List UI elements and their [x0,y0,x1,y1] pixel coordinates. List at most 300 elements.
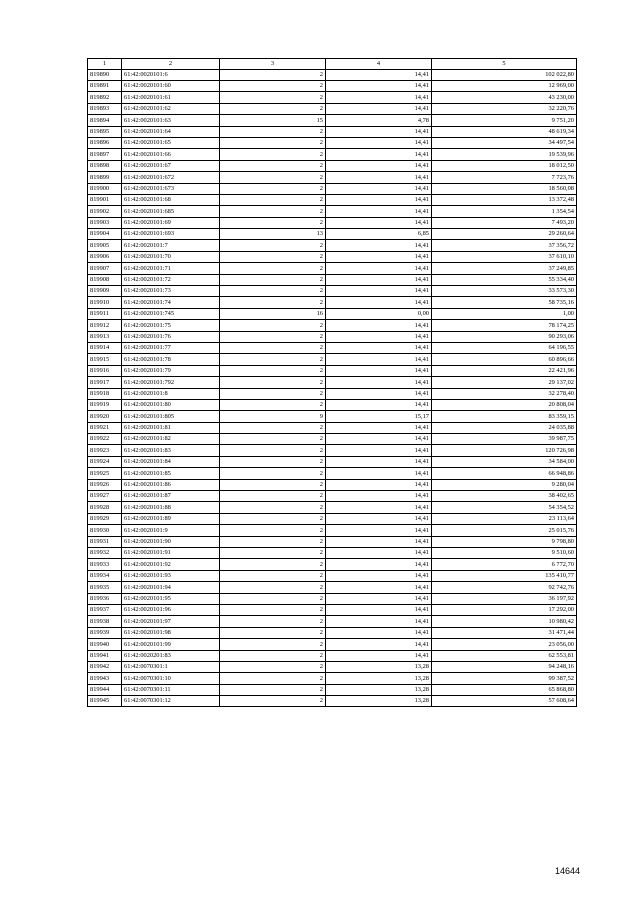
group-cell: 2 [220,388,326,399]
value-cell: 25 015,76 [432,525,577,536]
table-row [88,320,577,331]
group-cell: 16 [220,308,326,319]
table-row [88,240,577,251]
row-id-cell: 819901 [88,194,122,205]
value-cell: 29 137,02 [432,377,577,388]
group-cell: 15 [220,115,326,126]
value-cell: 60 896,66 [432,354,577,365]
rate-cell: 14,41 [326,217,432,228]
row-id-cell: 819908 [88,274,122,285]
table-row [88,491,577,502]
cadastral-number-cell: 61:42:0020101:60 [122,80,220,91]
rate-cell: 14,41 [326,80,432,91]
table-row [88,525,577,536]
row-id-cell: 819922 [88,434,122,445]
cadastral-number-cell: 61:42:0020101:78 [122,354,220,365]
group-cell: 2 [220,456,326,467]
row-id-cell: 819919 [88,399,122,410]
cadastral-number-cell: 61:42:0020101:672 [122,172,220,183]
table-row [88,115,577,126]
cadastral-number-cell: 61:42:0020101:74 [122,297,220,308]
group-cell: 2 [220,286,326,297]
rate-cell: 14,41 [326,445,432,456]
table-row [88,536,577,547]
value-cell: 17 292,00 [432,604,577,615]
rate-cell: 14,41 [326,354,432,365]
rate-cell: 14,41 [326,559,432,570]
rate-cell: 14,41 [326,536,432,547]
group-cell: 2 [220,92,326,103]
group-cell: 2 [220,661,326,672]
row-id-cell: 819892 [88,92,122,103]
rate-cell: 13,28 [326,661,432,672]
value-cell: 18 560,08 [432,183,577,194]
row-id-cell: 819907 [88,263,122,274]
rate-cell: 14,41 [326,479,432,490]
row-id-cell: 819895 [88,126,122,137]
row-id-cell: 819900 [88,183,122,194]
cadastral-number-cell: 61:42:0020101:77 [122,342,220,353]
row-id-cell: 819942 [88,661,122,672]
cadastral-number-cell: 61:42:0020101:89 [122,513,220,524]
group-cell: 2 [220,491,326,502]
value-cell: 34 584,00 [432,456,577,467]
table-row [88,160,577,171]
column-header-1: 1 [88,59,122,70]
group-cell: 2 [220,650,326,661]
group-cell: 2 [220,468,326,479]
value-cell: 55 334,40 [432,274,577,285]
table-row [88,399,577,410]
table-row [88,570,577,581]
row-id-cell: 819911 [88,308,122,319]
table-row [88,286,577,297]
row-id-cell: 819897 [88,149,122,160]
group-cell: 2 [220,263,326,274]
table-row [88,183,577,194]
row-id-cell: 819910 [88,297,122,308]
value-cell: 34 497,54 [432,137,577,148]
table-row [88,661,577,672]
group-cell: 2 [220,126,326,137]
cadastral-number-cell: 61:42:0020101:67 [122,160,220,171]
value-cell: 12 969,00 [432,80,577,91]
row-id-cell: 819921 [88,422,122,433]
group-cell: 2 [220,297,326,308]
row-id-cell: 819944 [88,684,122,695]
value-cell: 32 278,40 [432,388,577,399]
table-row [88,593,577,604]
rate-cell: 14,41 [326,434,432,445]
cadastral-number-cell: 61:42:0020101:8 [122,388,220,399]
value-cell: 9 510,60 [432,548,577,559]
cadastral-number-cell: 61:42:0020101:82 [122,434,220,445]
rate-cell: 14,41 [326,206,432,217]
rate-cell: 14,41 [326,297,432,308]
value-cell: 7 723,76 [432,172,577,183]
table-row [88,388,577,399]
group-cell: 2 [220,274,326,285]
row-id-cell: 819936 [88,593,122,604]
value-cell: 37 356,72 [432,240,577,251]
group-cell: 2 [220,445,326,456]
row-id-cell: 819937 [88,604,122,615]
row-id-cell: 819920 [88,411,122,422]
row-id-cell: 819893 [88,103,122,114]
rate-cell: 14,41 [326,502,432,513]
value-cell: 18 012,50 [432,160,577,171]
table-row [88,411,577,422]
row-id-cell: 819898 [88,160,122,171]
cadastral-number-cell: 61:42:0020101:76 [122,331,220,342]
group-cell: 2 [220,696,326,707]
table-row [88,217,577,228]
group-cell: 2 [220,536,326,547]
rate-cell: 4,78 [326,115,432,126]
value-cell: 83 359,15 [432,411,577,422]
group-cell: 9 [220,411,326,422]
rate-cell: 14,41 [326,377,432,388]
cadastral-number-cell: 61:42:0020101:84 [122,456,220,467]
column-header-5: 5 [432,59,577,70]
row-id-cell: 819932 [88,548,122,559]
row-id-cell: 819933 [88,559,122,570]
rate-cell: 14,41 [326,422,432,433]
cadastral-number-cell: 61:42:0020101:61 [122,92,220,103]
rate-cell: 14,41 [326,183,432,194]
value-cell: 39 987,75 [432,434,577,445]
value-cell: 64 196,55 [432,342,577,353]
group-cell: 2 [220,69,326,80]
rate-cell: 13,28 [326,684,432,695]
value-cell: 9 751,20 [432,115,577,126]
group-cell: 2 [220,217,326,228]
value-cell: 32 220,76 [432,103,577,114]
group-cell: 2 [220,582,326,593]
cadastral-number-cell: 61:42:0070301:11 [122,684,220,695]
table-row [88,650,577,661]
row-id-cell: 819939 [88,627,122,638]
rate-cell: 14,41 [326,69,432,80]
table-row [88,263,577,274]
value-cell: 135 410,77 [432,570,577,581]
rate-cell: 14,41 [326,92,432,103]
rate-cell: 14,41 [326,251,432,262]
group-cell: 2 [220,377,326,388]
cadastral-number-cell: 61:42:0020101:90 [122,536,220,547]
value-cell: 94 248,16 [432,661,577,672]
rate-cell: 14,41 [326,513,432,524]
table-row [88,513,577,524]
group-cell: 2 [220,206,326,217]
group-cell: 2 [220,354,326,365]
value-cell: 48 619,34 [432,126,577,137]
value-cell: 38 402,65 [432,491,577,502]
table-row [88,604,577,615]
value-cell: 36 197,92 [432,593,577,604]
cadastral-number-cell: 61:42:0020101:91 [122,548,220,559]
cadastral-number-cell: 61:42:0020101:71 [122,263,220,274]
cadastral-number-cell: 61:42:0020101:87 [122,491,220,502]
row-id-cell: 819940 [88,639,122,650]
group-cell: 2 [220,342,326,353]
cadastral-number-cell: 61:42:0020101:96 [122,604,220,615]
value-cell: 102 022,80 [432,69,577,80]
row-id-cell: 819894 [88,115,122,126]
cadastral-number-cell: 61:42:0020101:6 [122,69,220,80]
row-id-cell: 819926 [88,479,122,490]
row-id-cell: 819896 [88,137,122,148]
group-cell: 2 [220,639,326,650]
table-row [88,479,577,490]
table-row [88,331,577,342]
group-cell: 2 [220,251,326,262]
cadastral-number-cell: 61:42:0020101:97 [122,616,220,627]
group-cell: 2 [220,160,326,171]
table-row [88,274,577,285]
row-id-cell: 819923 [88,445,122,456]
rate-cell: 14,41 [326,491,432,502]
group-cell: 2 [220,627,326,638]
row-id-cell: 819909 [88,286,122,297]
table-row [88,297,577,308]
page-number: 14644 [555,866,581,876]
group-cell: 2 [220,80,326,91]
cadastral-number-cell: 61:42:0070301:12 [122,696,220,707]
rate-cell: 14,41 [326,650,432,661]
cadastral-number-cell: 61:42:0070301:1 [122,661,220,672]
table-row [88,172,577,183]
table-row [88,229,577,240]
row-id-cell: 819924 [88,456,122,467]
cadastral-number-cell: 61:42:0070301:10 [122,673,220,684]
row-id-cell: 819902 [88,206,122,217]
table-row [88,103,577,114]
rate-cell: 14,41 [326,320,432,331]
cadastral-number-cell: 61:42:0020101:7 [122,240,220,251]
cadastral-number-cell: 61:42:0020101:94 [122,582,220,593]
row-id-cell: 819916 [88,365,122,376]
row-id-cell: 819917 [88,377,122,388]
row-id-cell: 819903 [88,217,122,228]
cadastral-number-cell: 61:42:0020101:68 [122,194,220,205]
table-row [88,468,577,479]
table-body [88,69,577,707]
rate-cell: 14,41 [326,286,432,297]
table-row [88,559,577,570]
row-id-cell: 819945 [88,696,122,707]
cadastral-number-cell: 61:42:0020101:69 [122,217,220,228]
value-cell: 54 354,52 [432,502,577,513]
group-cell: 2 [220,434,326,445]
table-row [88,149,577,160]
rate-cell: 14,41 [326,582,432,593]
row-id-cell: 819918 [88,388,122,399]
value-cell: 66 948,86 [432,468,577,479]
value-cell: 6 772,70 [432,559,577,570]
group-cell: 2 [220,570,326,581]
rate-cell: 14,41 [326,388,432,399]
group-cell: 2 [220,502,326,513]
value-cell: 1 354,54 [432,206,577,217]
rate-cell: 14,41 [326,160,432,171]
value-cell: 19 539,96 [432,149,577,160]
group-cell: 2 [220,422,326,433]
table-row [88,684,577,695]
cadastral-number-cell: 61:42:0020101:99 [122,639,220,650]
table-row [88,354,577,365]
cadastral-number-cell: 61:42:0020101:65 [122,137,220,148]
value-cell: 33 573,30 [432,286,577,297]
cadastral-number-cell: 61:42:0020101:745 [122,308,220,319]
cadastral-number-cell: 61:42:0020101:66 [122,149,220,160]
rate-cell: 14,41 [326,548,432,559]
table-row [88,422,577,433]
rate-cell: 14,41 [326,331,432,342]
group-cell: 2 [220,320,326,331]
rate-cell: 14,41 [326,126,432,137]
cadastral-number-cell: 61:42:0020101:81 [122,422,220,433]
table-row [88,365,577,376]
cadastral-number-cell: 61:42:0020101:88 [122,502,220,513]
group-cell: 2 [220,137,326,148]
table-row [88,69,577,80]
rate-cell: 15,17 [326,411,432,422]
value-cell: 23 056,00 [432,639,577,650]
value-cell: 24 035,88 [432,422,577,433]
row-id-cell: 819915 [88,354,122,365]
rate-cell: 14,41 [326,240,432,251]
rate-cell: 14,41 [326,627,432,638]
cadastral-number-cell: 61:42:0020101:63 [122,115,220,126]
table-row [88,616,577,627]
table-row [88,80,577,91]
rate-cell: 14,41 [326,570,432,581]
row-id-cell: 819941 [88,650,122,661]
cadastral-number-cell: 61:42:0020101:75 [122,320,220,331]
value-cell: 9 798,80 [432,536,577,547]
rate-cell: 13,28 [326,696,432,707]
cadastral-number-cell: 61:42:0020101:95 [122,593,220,604]
rate-cell: 14,41 [326,604,432,615]
cadastral-number-cell: 61:42:0020101:73 [122,286,220,297]
value-cell: 43 230,00 [432,92,577,103]
row-id-cell: 819931 [88,536,122,547]
header-row [88,59,577,70]
value-cell: 29 260,64 [432,229,577,240]
rate-cell: 14,41 [326,263,432,274]
table-row [88,673,577,684]
cadastral-number-cell: 61:42:0020101:685 [122,206,220,217]
group-cell: 2 [220,616,326,627]
table-row [88,434,577,445]
row-id-cell: 819906 [88,251,122,262]
cadastral-number-cell: 61:42:0020101:80 [122,399,220,410]
cadastral-number-cell: 61:42:0020101:79 [122,365,220,376]
row-id-cell: 819928 [88,502,122,513]
value-cell: 92 742,76 [432,582,577,593]
row-id-cell: 819913 [88,331,122,342]
value-cell: 23 113,64 [432,513,577,524]
row-id-cell: 819938 [88,616,122,627]
rate-cell: 14,41 [326,639,432,650]
row-id-cell: 819890 [88,69,122,80]
rate-cell: 6,85 [326,229,432,240]
rate-cell: 14,41 [326,103,432,114]
group-cell: 2 [220,149,326,160]
row-id-cell: 819927 [88,491,122,502]
rate-cell: 13,28 [326,673,432,684]
table-row [88,342,577,353]
table-row [88,456,577,467]
column-header-2: 2 [122,59,220,70]
table-row [88,445,577,456]
rate-cell: 0,00 [326,308,432,319]
group-cell: 2 [220,525,326,536]
cadastral-number-cell: 61:42:0020101:693 [122,229,220,240]
value-cell: 37 249,85 [432,263,577,274]
cadastral-number-cell: 61:42:0020101:86 [122,479,220,490]
rate-cell: 14,41 [326,194,432,205]
cadastral-number-cell: 61:42:0020101:70 [122,251,220,262]
group-cell: 2 [220,399,326,410]
cadastral-number-cell: 61:42:0020101:92 [122,559,220,570]
group-cell: 2 [220,172,326,183]
value-cell: 99 387,52 [432,673,577,684]
cadastral-number-cell: 61:42:0020101:64 [122,126,220,137]
table-row [88,92,577,103]
rate-cell: 14,41 [326,172,432,183]
rate-cell: 14,41 [326,399,432,410]
cadastral-number-cell: 61:42:0020101:98 [122,627,220,638]
value-cell: 90 293,06 [432,331,577,342]
value-cell: 37 610,10 [432,251,577,262]
group-cell: 2 [220,559,326,570]
group-cell: 13 [220,229,326,240]
group-cell: 2 [220,513,326,524]
table-row [88,206,577,217]
table-row [88,582,577,593]
data-table [87,58,577,707]
row-id-cell: 819930 [88,525,122,536]
row-id-cell: 819935 [88,582,122,593]
value-cell: 9 280,04 [432,479,577,490]
row-id-cell: 819912 [88,320,122,331]
group-cell: 2 [220,684,326,695]
table-row [88,696,577,707]
value-cell: 13 372,48 [432,194,577,205]
cadastral-number-cell: 61:42:0020101:792 [122,377,220,388]
rate-cell: 14,41 [326,593,432,604]
table-row [88,627,577,638]
rate-cell: 14,41 [326,149,432,160]
row-id-cell: 819934 [88,570,122,581]
rate-cell: 14,41 [326,616,432,627]
value-cell: 57 608,64 [432,696,577,707]
cadastral-number-cell: 61:42:0020101:805 [122,411,220,422]
rate-cell: 14,41 [326,468,432,479]
table-row [88,639,577,650]
cadastral-number-cell: 61:42:0020101:72 [122,274,220,285]
rate-cell: 14,41 [326,137,432,148]
table-row [88,308,577,319]
group-cell: 2 [220,479,326,490]
row-id-cell: 819929 [88,513,122,524]
cadastral-number-cell: 61:42:0020101:62 [122,103,220,114]
row-id-cell: 819943 [88,673,122,684]
table-row [88,126,577,137]
group-cell: 2 [220,548,326,559]
